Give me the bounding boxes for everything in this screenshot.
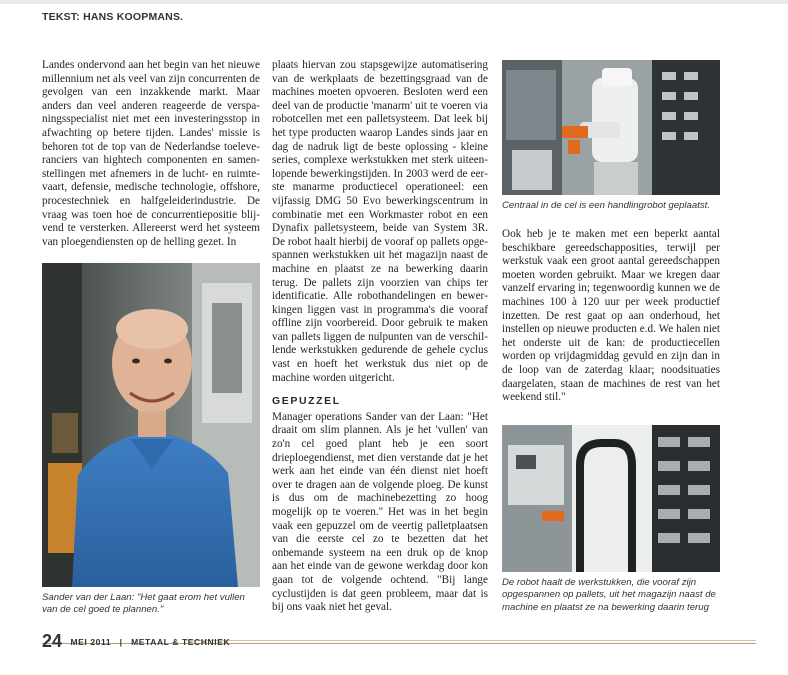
byline: TEKST: HANS KOOPMANS.	[42, 11, 184, 23]
page-footer	[42, 631, 230, 652]
robot-caption: Centraal in de cel is een handlingrobot geplaatst.	[502, 200, 711, 211]
col2-paragraph-1: plaats hiervan zou stapsgewijze automatisering van de werkplaats de bezettingsgraad van de machines moeten opvoeren. Besloten werd een deel van de productie 'manarm' uit te voeren via robotcellen met een palletsysteem. Dat leek bij het type producten waarop Landes sinds jaar en dag de nadruk ligt de beste oplossing - kleine series, complexe werkstukken met sterk uiteenlopende bewerkingstijden. In 2003 werd de eerste manarme productiecel operationeel: een vijfassig DMG 50 Evo bewerkingscentrum in combinatie met een Workmaster robot en een Dynafix palletsysteem, beide van System 3R. De robot haalt hierbij de vooraf op pallets opgespannen werkstukken uit het magazijn naast de machine en plaatst ze na bewerking daarin terug. De pallets zijn voorzien van chips ter identificatie. Alle robothandelingen en bewerkingen liggen vast in programma's die vooraf offline zijn voorbereid. Door gebruik te maken van pallets liggen de nulpunten van de verschillende werkstukken gedurende de gehele cyclus vast en hoeft het werkstuk dus niet op de machine worden uitgericht.	[272, 59, 488, 384]
col1-paragraph: Landes ondervond aan het begin van het nieuwe millennium net als veel van zijn concurrenten de gevolgen van een inzakkende markt. Maar anders dan veel anderen reageerde de verspaningsspecialist niet met een investeringsstop in afwachting op betere tijden. Landes' missie is behoren tot de top van de Nederlandse toeleveranciers van hightech componenten en samenstellingen met afnemers in de lucht- en ruimtevaart, defensie, medische technologie, offshore, procestechniek en halfgeleiderindustrie. De vraag was toen hoe de concurrentiepositie blijvend te versterken. Allereerst werd het systeem van ploegendiensten op de helling gezet. In	[42, 59, 260, 248]
footer-magazine: METAAL & TECHNIEK	[131, 636, 231, 647]
footer-rule-accent	[186, 640, 756, 641]
column-1	[42, 59, 260, 249]
page-number: 24	[42, 631, 63, 651]
column-3	[502, 228, 720, 405]
col3-paragraph: Ook heb je te maken met een beperkt aantal beschikbare gereedschapposities, terwijl per werkstuk vaak een groot aantal gereedschappen moeten worden gebruikt. Maar we kregen daar vanzelf ervaring in; tegenwoordig kunnen we de machines 100 à 120 uur per week productief inzetten. De rest gaat op aan onderhoud, het instellen op nieuwe producten e.d. We halen niet het onderste uit de kan: de productiecellen worden op vrijdagmiddag gevuld en zijn dan in de loop van de zaterdag klaar; noodsituaties daargelaten, staan de machines de rest van het weekend stil."	[502, 228, 720, 404]
subheading-gepuzzel: GEPUZZEL	[272, 395, 341, 408]
magazine-caption: De robot haalt de werkstukken, die vooraf zijn opgespannen op pallets, uit het magazijn naast de machine en plaatst ze na bewerking daarin terug	[502, 577, 716, 613]
footer-issue: MEI 2011	[70, 636, 112, 647]
robot-cell-photo	[502, 60, 720, 195]
footer-separator: |	[119, 636, 123, 647]
col2-paragraph-2: Manager operations Sander van der Laan: "Het draait om slim plannen. Als je het 'vullen' van zo'n cel goed plant heb je een soort drieploegendienst, met dien verstande dat je het werk aan het einde van één dienst niet hoeft over te dragen aan de volgende ploeg. De kunst is dus om de machinebezetting zo hoog mogelijk op te voeren." Het was in het begin vaak een gepuzzel om de veertig palletplaatsen van die eerste cel zo te bezetten dat het onbemande systeem na een druk op de knop aan het einde van de gewone werkdag door kon gaan tot de volgende ochtend. "Bij lange cyclustijden is dat geen probleem, maar dat is bij ons vaak niet het geval.	[272, 410, 488, 614]
column-2	[272, 59, 488, 615]
portrait-caption: Sander van der Laan: "Het gaat erom het vullen van de cel goed te plannen."	[42, 592, 245, 616]
top-strip	[0, 0, 788, 4]
pallet-magazine-photo	[502, 425, 720, 572]
portrait-photo	[42, 263, 260, 587]
